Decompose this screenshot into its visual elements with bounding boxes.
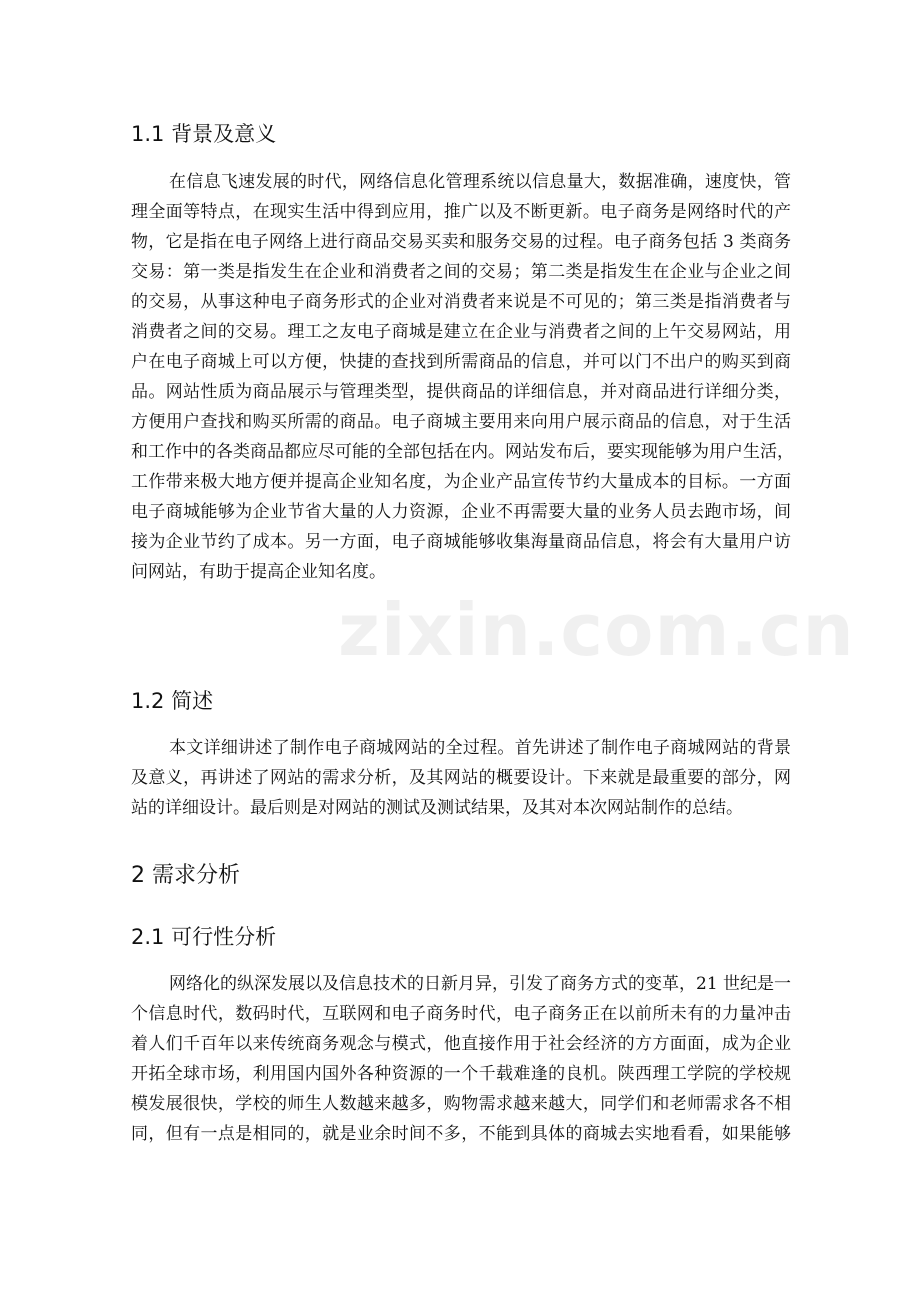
paragraph-line: 和工作中的各类商品都应尽可能的全部包括在内。网站发布后，要实现能够为用户生活， [131, 442, 794, 462]
paragraph-line: 着人们千百年以来传统商务观念与模式，他直接作用于社会经济的方方面面，成为企业 [131, 1034, 791, 1054]
paragraph-line: 个信息时代，数码时代，互联网和电子商务时代，电子商务正在以前所未有的力量冲击 [131, 1004, 791, 1024]
paragraph-line: 及意义，再讲述了网站的需求分析，及其网站的概要设计。下来就是最重要的部分，网 [131, 768, 791, 788]
section-heading-1-2: 1.2 简述 [131, 689, 214, 713]
paragraph-line: 品。网站性质为商品展示与管理类型，提供商品的详细信息，并对商品进行详细分类， [131, 382, 791, 402]
paragraph-line: 问网站，有助于提高企业知名度。 [131, 562, 386, 582]
paragraph-line: 接为企业节约了成本。另一方面，电子商城能够收集海量商品信息，将会有大量用户访 [131, 532, 791, 552]
paragraph-line: 消费者之间的交易。理工之友电子商城是建立在企业与消费者之间的上午交易网站，用 [131, 322, 791, 342]
watermark: zixin.com.cn [338, 588, 855, 672]
paragraph-line: 站的详细设计。最后则是对网站的测试及测试结果，及其对本次网站制作的总结。 [131, 798, 743, 818]
paragraph-line: 在信息飞速发展的时代，网络信息化管理系统以信息量大，数据准确，速度快，管 [169, 172, 791, 192]
paragraph-line: 模发展很快，学校的师生人数越来越多，购物需求越来越大，同学们和老师需求各不相 [131, 1094, 791, 1114]
paragraph-line: 开拓全球市场，利用国内国外各种资源的一个千载难逢的良机。陕西理工学院的学校规 [131, 1064, 791, 1084]
paragraph-line: 交易：第一类是指发生在企业和消费者之间的交易；第二类是指发生在企业与企业之间 [131, 262, 791, 282]
paragraph-line: 的交易，从事这种电子商务形式的企业对消费者来说是不可见的；第三类是指消费者与 [131, 292, 791, 312]
paragraph-line: 户在电子商城上可以方便，快捷的查找到所需商品的信息，并可以门不出户的购买到商 [131, 352, 791, 372]
paragraph-line: 同，但有一点是相同的，就是业余时间不多，不能到具体的商城去实地看看，如果能够 [131, 1124, 791, 1144]
paragraph-line: 电子商城能够为企业节省大量的人力资源，企业不再需要大量的业务人员去跑市场，间 [131, 502, 791, 522]
section-heading-2-1: 2.1 可行性分析 [131, 925, 277, 949]
chapter-heading-2: 2 需求分析 [131, 863, 240, 888]
paragraph-summary [131, 733, 791, 823]
paragraph-line: 网络化的纵深发展以及信息技术的日新月异，引发了商务方式的变革，21 世纪是一 [169, 974, 792, 994]
paragraph-line: 工作带来极大地方便并提高企业知名度，为企业产品宣传节约大量成本的目标。一方面 [131, 472, 791, 492]
paragraph-background [131, 167, 794, 587]
paragraph-line: 方便用户查找和购买所需的商品。电子商城主要用来向用户展示商品的信息，对于生活 [131, 412, 791, 432]
section-heading-1-1: 1.1 背景及意义 [131, 122, 277, 146]
paragraph-line: 物，它是指在电子网络上进行商品交易买卖和服务交易的过程。电子商务包括 3 类商务 [131, 232, 791, 252]
paragraph-feasibility [131, 969, 791, 1149]
paragraph-line: 本文详细讲述了制作电子商城网站的全过程。首先讲述了制作电子商城网站的背景 [169, 738, 791, 758]
paragraph-line: 理全面等特点，在现实生活中得到应用，推广以及不断更新。电子商务是网络时代的产 [131, 202, 791, 222]
